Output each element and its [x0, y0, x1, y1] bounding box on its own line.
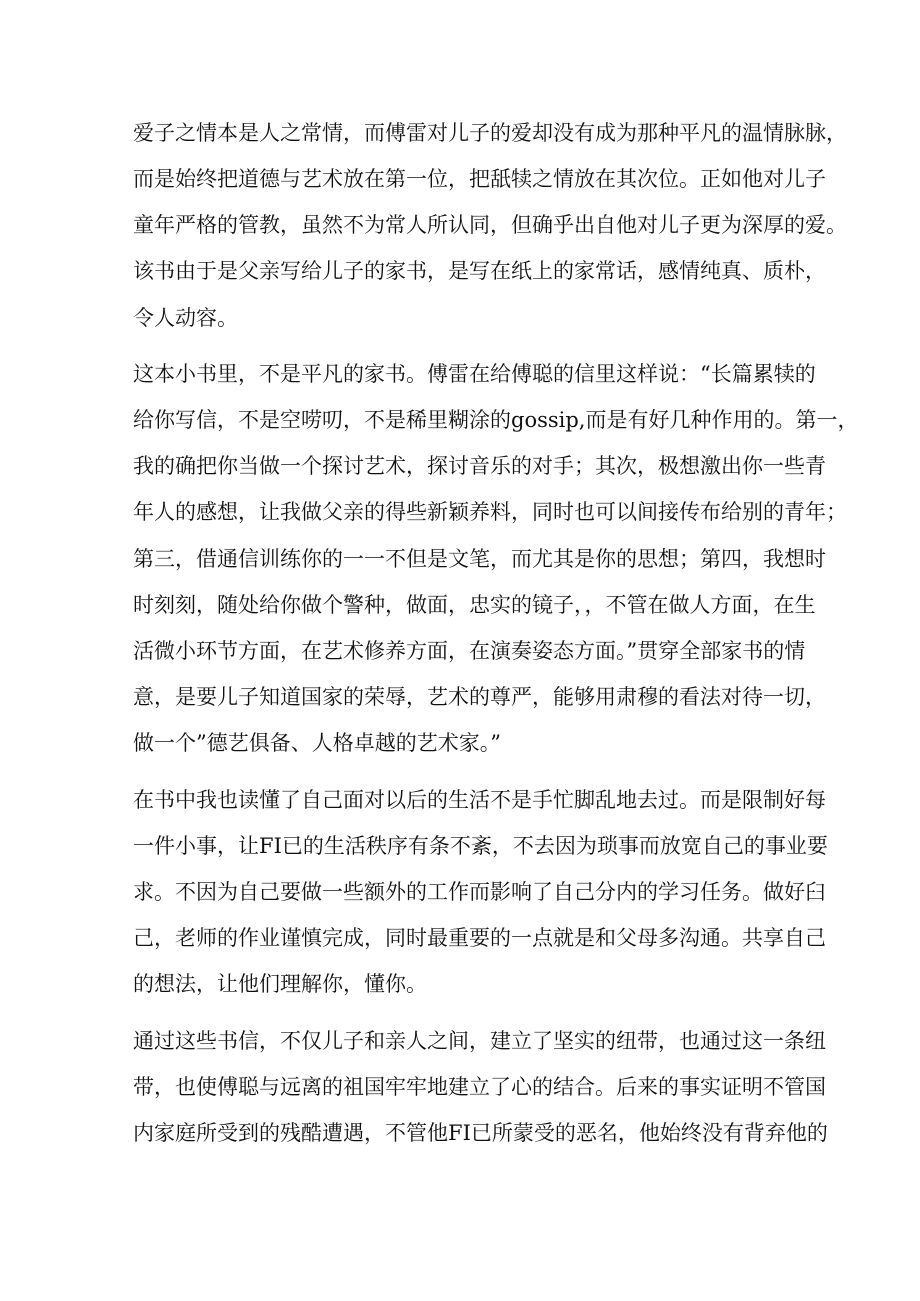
paragraph-3-line-4: 己，老师的作业谨慎完成，同时最重要的一点就是和父母多沟通。共享自己: [133, 926, 826, 950]
paragraph-2-line-8: 意，是要儿子知道国家的荣辱，艺术的尊严，能够用肃穆的看法对待一切，: [133, 685, 826, 709]
paragraph-2-line-6: 时刻刻，随处给你做个警种，做面，忠实的镜子，，不管在做人方面，在生: [133, 593, 816, 617]
paragraph-2-line-9: 做一个”德艺俱备、人格卓越的艺术家。”: [133, 731, 501, 755]
paragraph-3-line-1: 在书中我也读懂了自己面对以后的生活不是手忙脚乱地去过。而是限制好每: [133, 788, 826, 812]
paragraph-4-line-2: 带，也使傅聪与远离的祖国牢牢地建立了心的结合。后来的事实证明不管国: [133, 1075, 826, 1099]
paragraph-2-line-7: 活微小环节方面，在艺术修养方面，在演奏姿态方面。”贯穿全部家书的情: [133, 639, 806, 663]
paragraph-1-line-4: 该书由于是父亲写给儿子的家书，是写在纸上的家常话，感情纯真、质朴，: [133, 259, 826, 283]
paragraph-3-line-2: 一件小事，让FI已的生活秩序有条不紊，不去因为琐事而放宽自己的事业要: [133, 834, 828, 858]
paragraph-2-line-1: 这本小书里，不是平凡的家书。傅雷在给傅聪的信里这样说：“长篇累犊的: [133, 362, 816, 386]
paragraph-3-line-5: 的想法，让他们理解你，懂你。: [133, 972, 427, 996]
paragraph-2-line-2: 给你写信，不是空唠叨，不是稀里糊涂的gossip,而是有好几种作用的。第一，: [133, 408, 859, 432]
paragraph-4-line-1: 通过这些书信，不仅儿子和亲人之间，建立了坚实的纽带，也通过这一条纽: [133, 1029, 826, 1053]
paragraph-3-line-3: 求。不因为自己要做一些额外的工作而影响了自己分内的学习任务。做好臼: [133, 880, 826, 904]
paragraph-2-line-3: 我的确把你当做一个探讨艺术，探讨音乐的对手；其次，极想激出你一些青: [133, 454, 826, 478]
paragraph-1-line-5: 令人动容。: [133, 306, 238, 330]
paragraph-1-line-3: 童年严格的管教，虽然不为常人所认同，但确乎出自他对儿子更为深厚的爱。: [133, 213, 847, 237]
paragraph-2-line-4: 年人的感想，让我做父亲的得些新颖养料，同时也可以间接传布给别的青年；: [133, 500, 847, 524]
paragraph-4-line-3: 内家庭所受到的残酷遭遇，不管他FI已所蒙受的恶名，他始终没有背弃他的: [133, 1121, 828, 1145]
paragraph-2-line-5: 第三，借通信训练你的一一不但是文笔，而尤其是你的思想；第四，我想时: [133, 547, 826, 571]
paragraph-1-line-2: 而是始终把道德与艺术放在第一位，把舐犊之情放在其次位。正如他对儿子: [133, 167, 826, 191]
paragraph-1-line-1: 爱子之情本是人之常情，而傅雷对儿子的爱却没有成为那种平凡的温情脉脉，: [133, 121, 847, 145]
